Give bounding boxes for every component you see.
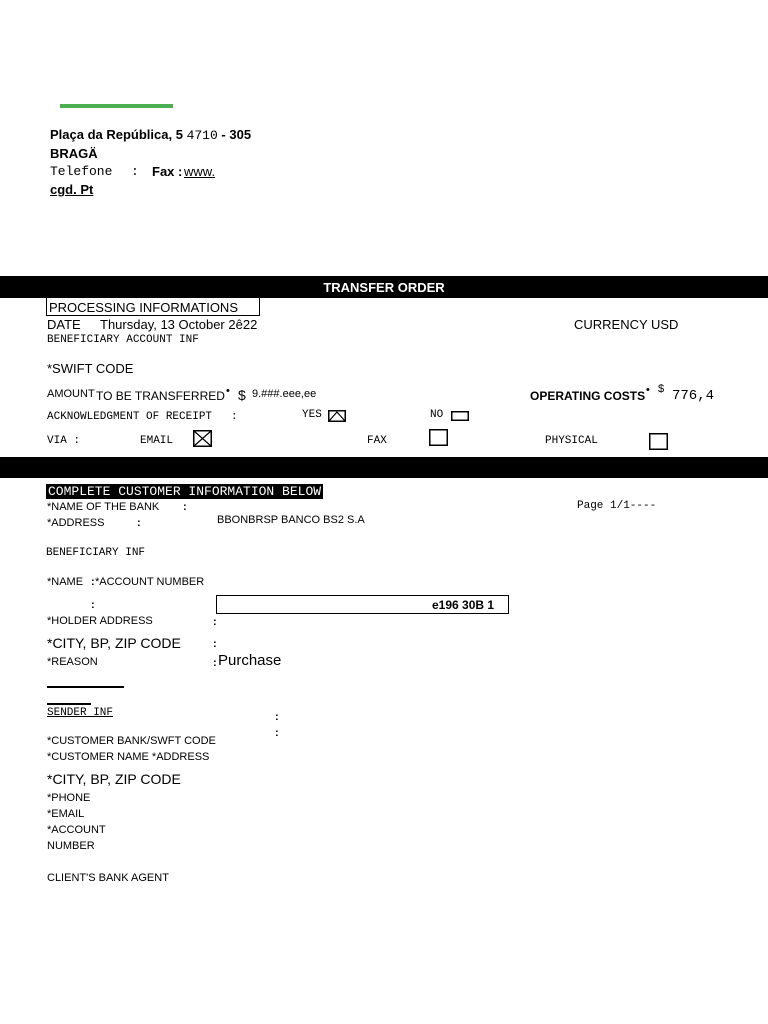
account-number-value: e196 30B 1 [432,598,495,612]
operating-dot: • [646,384,650,396]
address-colon: : [137,517,141,529]
email-checkbox-checked-icon [193,430,212,447]
sender-city-label: *CITY, BP, ZIP CODE [47,771,181,787]
physical-checkbox[interactable] [649,433,668,450]
operating-currency: $ [658,383,665,395]
sender-inf-title: SENDER INF [47,707,114,719]
email-option-label: EMAIL [140,435,174,447]
divider-line [47,686,124,688]
reason-value: Purchase [218,652,282,669]
acknowledgement-label: ACKNOWLEDGMENT OF RECEIPT [47,411,213,423]
transfer-order-title: TRANSFER ORDER [323,280,445,295]
client-bank-agent-label: CLIENT'S BANK AGENT [47,872,169,884]
acknowledgement-colon: : [231,411,238,423]
telefone-label: Telefone [50,164,113,179]
swift-code-label: *SWIFT CODE [47,361,134,376]
date-value: Thursday, 13 October 2ê22 [100,317,258,332]
section-divider-band [0,457,768,478]
website-link[interactable]: cgd. Pt [50,182,94,197]
amount-currency: $ [238,387,246,403]
address-label: *ADDRESS [47,517,105,529]
customer-name-label: *CUSTOMER NAME *ADDRESS [47,751,210,763]
via-label: VIA : [47,435,81,447]
account-number-colon: : [91,599,95,611]
amount-label: AMOUNT [47,388,95,400]
amount-value: 9.###.eee,ee [252,388,317,400]
processing-informations-label: PROCESSING INFORMATIONS [49,300,238,315]
email-label: *EMAIL [47,808,85,820]
sender-overline [47,703,91,705]
page-indicator: Page 1/1---- [577,500,657,512]
amount-to-label: TO BE TRANSFERRED [96,389,225,403]
no-checkbox-icon [451,411,469,421]
customer-section-title-text: COMPLETE CUSTOMER INFORMATION BELOW [48,484,322,499]
currency-label: CURRENCY [574,317,648,332]
operating-value: 776,4 [672,388,715,404]
phone-label: *PHONE [47,792,91,804]
fax-label: Fax : [152,164,183,179]
reason-label: *REASON [47,656,98,668]
yes-checkbox-icon [328,410,346,422]
city-name: BRAGÄ [50,146,98,161]
physical-checkbox-icon [649,433,668,450]
currency-value: USD [651,317,679,332]
no-checkbox[interactable] [451,411,469,421]
customer-bank-label: *CUSTOMER BANK/SWFT CODE [47,735,216,747]
beneficiary-city-label: *CITY, BP, ZIP CODE [47,635,181,651]
telefone-colon: : [131,164,139,179]
fax-checkbox-icon [429,429,448,446]
number-label: NUMBER [47,840,95,852]
holder-address-colon: : [213,616,217,628]
account-label: *ACCOUNT [47,824,106,836]
bank-value: BBONBRSP BANCO BS2 S.A [217,514,365,526]
fax-value-link[interactable]: www. [184,164,216,179]
beneficiary-account-label: BENEFICIARY ACCOUNT INF [47,334,199,346]
beneficiary-city-colon: : [213,638,217,650]
bank-name-label: *NAME OF THE BANK [47,501,160,513]
operating-costs-label: OPERATING COSTS [530,389,646,403]
physical-option-label: PHYSICAL [545,435,598,447]
address-postal: 4710 [186,128,218,143]
amount-dot: • [226,385,230,397]
bank-name-colon: : [183,501,187,513]
address-line [50,127,251,143]
address-number: - 305 [221,127,252,142]
beneficiary-name-label: *NAME [47,576,84,588]
sender-colon-2: : [275,727,279,739]
yes-label: YES [302,409,322,421]
account-number-label: *ACCOUNT NUMBER [95,576,205,588]
fax-option-label: FAX [367,435,387,447]
reason-colon: : [213,657,217,669]
beneficiary-inf-title: BENEFICIARY INF [46,547,146,559]
beneficiary-name-colon: : [91,576,95,588]
sender-colon-1: : [275,711,279,723]
header-accent-bar [60,104,173,108]
customer-section-title [46,484,323,499]
fax-checkbox[interactable] [429,429,448,446]
holder-address-label: *HOLDER ADDRESS [47,615,153,627]
email-checkbox[interactable] [193,430,212,447]
yes-checkbox[interactable] [328,410,346,422]
date-label: DATE [47,317,81,332]
address-street: Plaça da República, 5 [50,127,183,142]
no-label: NO [430,409,444,421]
